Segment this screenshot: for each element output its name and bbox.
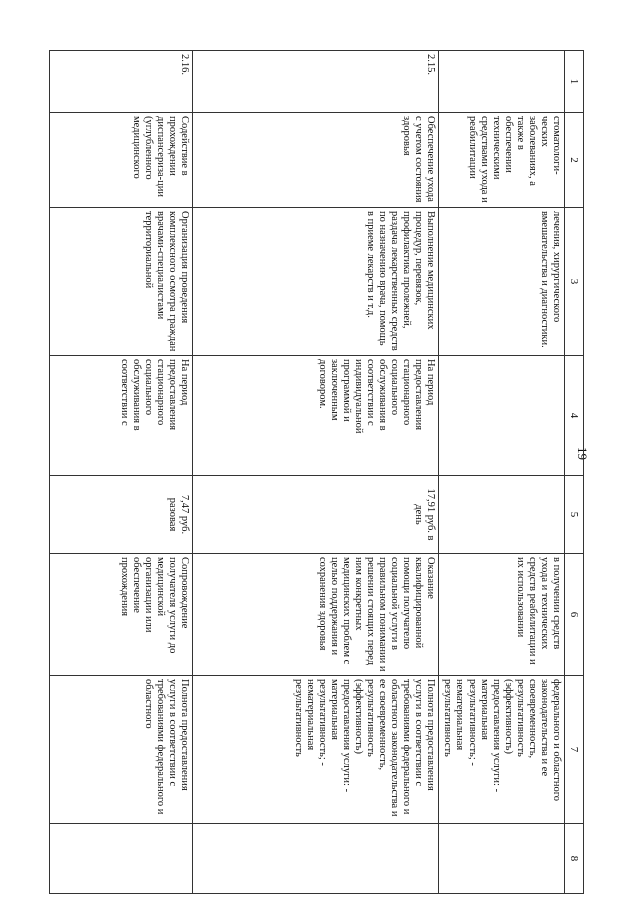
service-name: стоматологи-ческих заболеваниях, а также в обеспечении техническими средствами ухода и реабилитации — [439, 113, 565, 208]
service-name: Обеспечение ухода с учетом состояния здоровья — [193, 113, 439, 208]
service-notes — [439, 824, 565, 894]
service-price — [439, 476, 565, 554]
service-period — [439, 356, 565, 476]
service-name: Содействие в прохождении диспансериза-ции (углубленного медицинского — [50, 113, 193, 208]
service-description: Выполнение медицинских процедур, перевязок, профилактика пролежней, раздача лекарственных средств по назначению врача, помощь в приеме лекарств и т.д. — [193, 208, 439, 356]
row-number — [439, 51, 565, 113]
service-conditions: в получении средств ухода и технических средств реабилитации и их использовании — [439, 554, 565, 676]
table-row — [50, 51, 193, 894]
column-number-7: 7 — [565, 676, 584, 824]
column-number-4: 4 — [565, 356, 584, 476]
page-number: 19 — [575, 447, 590, 460]
table-row — [439, 51, 565, 894]
column-number-8: 8 — [565, 824, 584, 894]
service-description: лечения, хирургического вмешательства и диагностики. — [439, 208, 565, 356]
column-number-2: 2 — [565, 113, 584, 208]
service-quality: федерального и областного законодательства и ее своевременность, результативность (эффективность) предоставления услуги: - материальная результативность; - нематериальная результативность — [439, 676, 565, 824]
column-number-1: 1 — [565, 51, 584, 113]
header-row — [565, 51, 584, 894]
service-period: На период предоставления стационарного социального обслуживания в соответствии с — [50, 356, 193, 476]
column-number-6: 6 — [565, 554, 584, 676]
service-period: На период предоставления стационарного социального обслуживания в соответствии с индивидуальной программой и заключенным договором. — [193, 356, 439, 476]
service-price: 17,91 руб. в день — [193, 476, 439, 554]
service-notes — [50, 824, 193, 894]
table-row — [193, 51, 439, 894]
service-conditions: Сопровождение получателя услуги до медицинской организации или обеспечение прохождения — [50, 554, 193, 676]
column-number-5: 5 — [565, 476, 584, 554]
row-number: 2.16. — [50, 51, 193, 113]
service-quality: Полнота предоставления услуги в соответствии с требованиями федерального и областного законодательства и ее своевременность, результативность (эффективность) предоставления услуги: - материальная результативность; - нематериальная результативность — [193, 676, 439, 824]
column-number-3: 3 — [565, 208, 584, 356]
service-quality: Полнота предоставления услуги в соответствии с требованиями федерального и областного — [50, 676, 193, 824]
service-description: Организация проведения комплексного осмотра граждан врачами-специалистами территориальной — [50, 208, 193, 356]
services-table — [49, 50, 584, 894]
service-notes — [193, 824, 439, 894]
service-conditions: Оказание квалифицированной помощи получателю социальной услуги в правильном понимании и решении стоящих перед ним конкретных медицинских проблем с целью поддержания и сохранения здоровья — [193, 554, 439, 676]
service-price: 7,47 руб. разовая — [50, 476, 193, 554]
row-number: 2.15. — [193, 51, 439, 113]
